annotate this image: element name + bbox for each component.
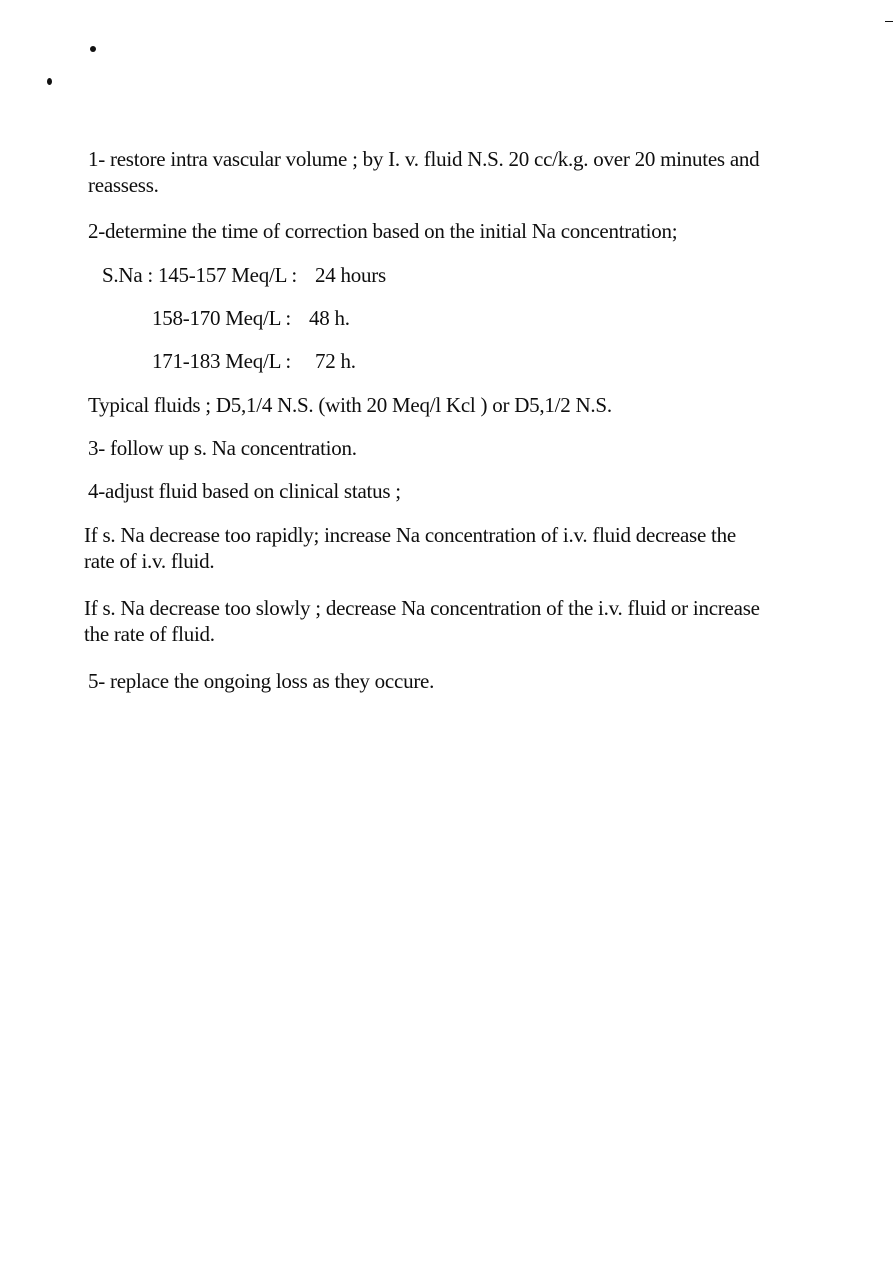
slow-decrease-line-1: If s. Na decrease too slowly ; decrease Na concentration of the i.v. fluid or increase (84, 596, 760, 620)
rapid-decrease-line-2: rate of i.v. fluid. (84, 549, 215, 573)
correction-time-row (152, 305, 350, 331)
scan-dash-mark (885, 21, 893, 22)
sodium-range: 171-183 Meq/L : (152, 349, 291, 373)
sodium-range: 158-170 Meq/L : (152, 306, 291, 330)
sodium-range: S.Na : 145-157 Meq/L : (102, 263, 297, 287)
step-3: 3- follow up s. Na concentration. (88, 436, 357, 460)
step-2: 2-determine the time of correction based on the initial Na concentration; (88, 219, 678, 243)
correction-duration: 72 h. (314, 349, 356, 373)
bullet-mark (90, 46, 96, 52)
correction-time-row (102, 262, 386, 288)
step-5: 5- replace the ongoing loss as they occure. (88, 669, 435, 693)
bullet-mark (47, 78, 52, 85)
correction-duration: 24 hours (314, 263, 386, 287)
correction-time-row (152, 348, 356, 374)
typical-fluids: Typical fluids ; D5,1/4 N.S. (with 20 Meq/l Kcl ) or D5,1/2 N.S. (88, 393, 612, 417)
rapid-decrease-line-1: If s. Na decrease too rapidly; increase Na concentration of i.v. fluid decrease the (84, 523, 736, 547)
slow-decrease-line-2: the rate of fluid. (84, 622, 215, 646)
correction-duration: 48 h. (308, 306, 350, 330)
step-4: 4-adjust fluid based on clinical status ; (88, 479, 401, 503)
step-1-line-2: reassess. (88, 173, 159, 197)
step-1-line-1: 1- restore intra vascular volume ; by I. v. fluid N.S. 20 cc/k.g. over 20 minutes and (88, 147, 760, 171)
